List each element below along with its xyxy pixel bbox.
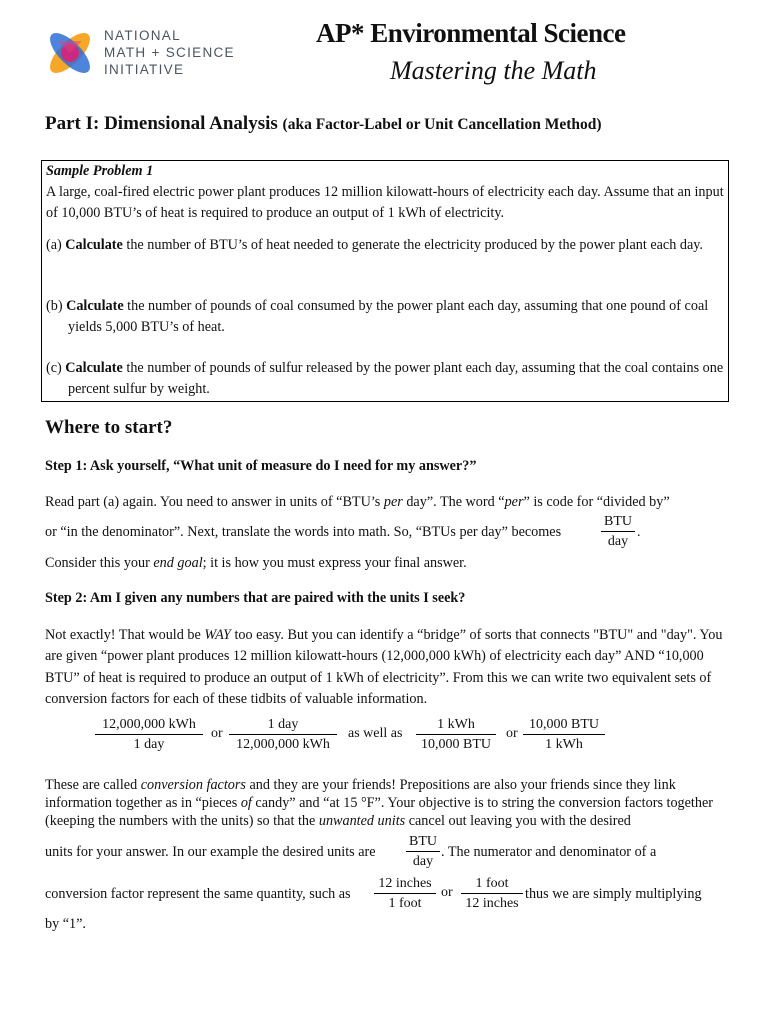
text: per bbox=[504, 494, 524, 510]
step1-line1 bbox=[45, 492, 735, 513]
conversion-line2: units for your answer. In our example the desired units are bbox=[45, 844, 376, 860]
problem-heading: Sample Problem 1 bbox=[46, 163, 154, 179]
fraction-denominator: 1 day bbox=[133, 737, 165, 752]
problem-item-b bbox=[46, 296, 744, 338]
fraction-numerator: 1 foot bbox=[461, 874, 523, 894]
step1-line3 bbox=[45, 553, 467, 574]
conversion-line3: conversion factor represent the same quantity, such as bbox=[45, 886, 351, 902]
fraction-numerator: 12 inches bbox=[374, 874, 436, 894]
step2-heading: Step 2: Am I given any numbers that are paired with the units I seek? bbox=[45, 590, 466, 606]
conversion-factor-4 bbox=[523, 715, 605, 754]
text: or bbox=[441, 885, 453, 900]
conversion-line4: by “1”. bbox=[45, 916, 86, 932]
fraction-denominator: 1 kWh bbox=[545, 737, 583, 752]
item-label: (c) bbox=[46, 360, 62, 376]
conversion-factor-3 bbox=[416, 715, 496, 754]
fraction-numerator: BTU bbox=[406, 832, 440, 852]
text: ” is code for “divided by” bbox=[523, 494, 670, 510]
fraction-btu-per-day bbox=[601, 512, 635, 551]
text: cancel out leaving you with the desired bbox=[405, 813, 631, 830]
item-text: the number of BTU’s of heat needed to generate the electricity produced by the power plant each day. bbox=[122, 237, 703, 253]
text: of bbox=[240, 795, 252, 812]
text: too easy. But you can identify a “bridge” of sorts that connects "BTU" and "day". You are given “power plant produces 12 million kilowatt-hours (12,000,000 kWh) of electricity each day” AND “10,000 BTU” of heat is required to produce an output of 1 kWh of electricity”. From this we can write two equivalent sets of conversion factors for each of these tidbits of valuable information. bbox=[45, 627, 723, 707]
item-text: the number of pounds of coal consumed by the power plant each day, assuming that one pound of coal yields 5,000 BTU’s of heat. bbox=[68, 298, 709, 335]
text: end goal bbox=[153, 555, 203, 571]
item-label: (b) bbox=[46, 298, 63, 314]
text: or “in the denominator”. Next, translate the words into math. So, “BTUs per day” becomes bbox=[45, 524, 562, 540]
item-text: the number of pounds of sulfur released by the power plant each day, assuming that the coal contains one percent sulfur by weight. bbox=[68, 360, 724, 397]
problem-item-a bbox=[46, 235, 744, 256]
nmsi-logo bbox=[44, 27, 96, 79]
text: thus we are simply multiplying bbox=[525, 886, 702, 902]
item-label: (a) bbox=[46, 237, 62, 253]
fraction-numerator: 1 day bbox=[229, 715, 337, 735]
fraction-numerator: 10,000 BTU bbox=[523, 715, 605, 735]
step2-paragraph bbox=[45, 625, 725, 710]
fraction-denominator: 10,000 BTU bbox=[421, 737, 491, 752]
text: These are called bbox=[45, 777, 141, 793]
fraction-inches-per-foot bbox=[374, 874, 436, 913]
logo-line: NATIONAL bbox=[104, 28, 181, 43]
logo-text bbox=[104, 27, 235, 78]
fraction-denominator: 1 foot bbox=[388, 896, 422, 911]
part-title: Part I: Dimensional Analysis bbox=[45, 113, 278, 134]
fraction-denominator: day bbox=[607, 534, 629, 549]
logo-line: MATH + SCIENCE bbox=[104, 45, 235, 60]
text: Read part (a) again. You need to answer in units of “BTU’s bbox=[45, 494, 384, 510]
conversion-factor-2 bbox=[229, 715, 337, 754]
text: or bbox=[211, 726, 223, 741]
fraction-foot-per-inches bbox=[461, 874, 523, 913]
step1-heading: Step 1: Ask yourself, “What unit of measure do I need for my answer?” bbox=[45, 458, 477, 474]
fraction-numerator: 12,000,000 kWh bbox=[95, 715, 203, 735]
fraction-btu-per-day-2 bbox=[406, 832, 440, 871]
item-verb: Calculate bbox=[65, 360, 123, 376]
page-subtitle: Mastering the Math bbox=[390, 56, 597, 85]
text: as well as bbox=[348, 726, 403, 741]
text: and they are your friends! Prepositions are also your friends since they link information together as in “pieces bbox=[45, 777, 676, 812]
item-verb: Calculate bbox=[65, 237, 123, 253]
text: per bbox=[383, 494, 403, 510]
conversion-factor-1 bbox=[95, 715, 203, 754]
text: Consider this your bbox=[45, 555, 154, 571]
conversion-paragraph bbox=[45, 776, 730, 831]
part-heading bbox=[45, 113, 602, 135]
page-title: AP* Environmental Science bbox=[316, 18, 626, 48]
text: day”. The word “ bbox=[402, 494, 505, 510]
where-heading: Where to start? bbox=[45, 417, 173, 438]
text: WAY bbox=[204, 627, 231, 643]
fraction-denominator: day bbox=[412, 854, 434, 869]
item-verb: Calculate bbox=[66, 298, 124, 314]
step1-line2 bbox=[45, 522, 561, 543]
fraction-numerator: 1 kWh bbox=[416, 715, 496, 735]
text: ; it is how you must express your final answer. bbox=[202, 555, 467, 571]
nmsi-logo-icon bbox=[44, 27, 96, 79]
fraction-denominator: 12,000,000 kWh bbox=[236, 737, 330, 752]
sample-problem-box bbox=[41, 160, 729, 402]
text: . The numerator and denominator of a bbox=[441, 844, 657, 860]
text: conversion factors bbox=[140, 777, 246, 793]
logo-line: INITIATIVE bbox=[104, 62, 185, 77]
text: Not exactly! That would be bbox=[45, 627, 205, 643]
text: candy” and “at 15 °F”. Your objective is to string the conversion factors together (keeping the numbers with the units) so that the bbox=[45, 795, 713, 830]
text: or bbox=[506, 726, 518, 741]
problem-intro: A large, coal-fired electric power plant produces 12 million kilowatt-hours of electricity each day. Assume that an input of 10,000 BTU’s of heat is required to produce an output of 1 kWh of electricity. bbox=[46, 184, 724, 221]
fraction-numerator: BTU bbox=[601, 512, 635, 532]
fraction-denominator: 12 inches bbox=[465, 896, 519, 911]
text: unwanted units bbox=[318, 813, 406, 830]
text: . bbox=[637, 525, 641, 540]
problem-item-c bbox=[46, 358, 744, 400]
part-subtitle: (aka Factor-Label or Unit Cancellation Method) bbox=[282, 116, 602, 133]
